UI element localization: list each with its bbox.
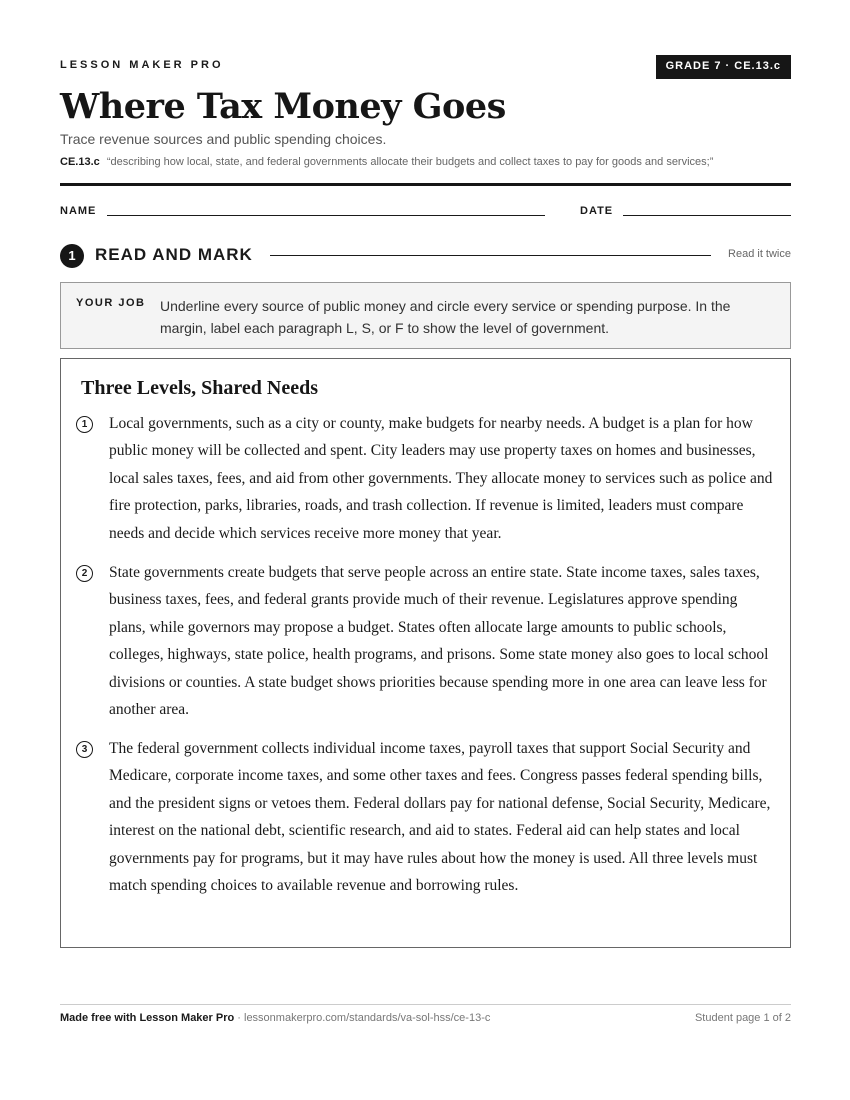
job-instructions-box <box>60 282 791 349</box>
name-field[interactable] <box>107 215 545 216</box>
section-note: Read it twice <box>728 248 791 260</box>
date-field[interactable] <box>623 215 791 216</box>
name-label: NAME <box>60 205 97 217</box>
passage-title: Three Levels, Shared Needs <box>81 377 319 399</box>
job-label: YOUR JOB <box>76 297 146 309</box>
header-divider <box>60 183 791 186</box>
student-fields <box>60 205 791 221</box>
section-title: READ AND MARK <box>95 245 253 264</box>
standard-code: CE.13.c <box>60 156 100 168</box>
paragraph-number-badge: 2 <box>76 565 93 582</box>
job-text: Underline every source of public money and circle every service or spending purpose. In the margin, label each paragraph L, S, or F to show the level of government. <box>160 298 731 336</box>
paragraph-text: Local governments, such as a city or county, make budgets for nearby needs. A budget is a plan for how public money will be collected and spent. City leaders may use property taxes on homes and businesses, local sales taxes, fees, and aid from other governments. They allocate money to services such as police and fire protection, parks, libraries, roads, and trash collection. If revenue is limited, leaders must compare needs and decide which services receive more money that year. <box>109 415 773 542</box>
date-label: DATE <box>580 205 614 217</box>
header-row <box>60 55 791 79</box>
page-subtitle: Trace revenue sources and public spending choices. <box>60 131 387 147</box>
section-number-badge: 1 <box>60 244 84 268</box>
footer-url[interactable]: · lessonmakerpro.com/standards/va-sol-hss/ce-13-c <box>234 1012 491 1024</box>
standard-line <box>60 156 713 168</box>
paragraph-number-badge: 3 <box>76 741 93 758</box>
page-footer <box>60 1012 791 1024</box>
paragraph-text: State governments create budgets that serve people across an entire state. State income taxes, sales taxes, business taxes, fees, and federal grants provide much of their revenue. Legislatures approve spending plans, while governors may propose a budget. States often allocate large amounts to public schools, colleges, highways, state police, health programs, and prisons. Some state money also goes to local school divisions or counties. A state budget shows priorities because spending more in one area can leave less for another area. <box>109 564 769 719</box>
paragraph-number-badge: 1 <box>76 416 93 433</box>
brand-name: LESSON MAKER PRO <box>60 59 224 71</box>
footer-divider <box>60 1004 791 1005</box>
reading-passage <box>60 358 791 948</box>
grade-badge: GRADE 7 · CE.13.c <box>656 55 791 79</box>
standard-text: “describing how local, state, and federal governments allocate their budgets and collect taxes to pay for goods and services;” <box>106 156 714 168</box>
page-title: Where Tax Money Goes <box>60 86 506 127</box>
paragraph-text: The federal government collects individual income taxes, payroll taxes that support Social Security and Medicare, corporate income taxes, and some other taxes and fees. Congress passes federal spending bills, and the president signs or vetoes them. Federal dollars pay for national defense, Social Security, Medicare, interest on the national debt, scientific research, and aid to states. Federal aid can help states and local governments pay for programs, but it may have rules about how the money is used. All three levels must match spending choices to available revenue and borrowing rules. <box>109 740 771 895</box>
page-number: Student page 1 of 2 <box>694 1012 791 1024</box>
section-header <box>60 243 791 269</box>
footer-credit: Made free with Lesson Maker Pro <box>60 1012 235 1024</box>
section-divider <box>270 255 711 256</box>
